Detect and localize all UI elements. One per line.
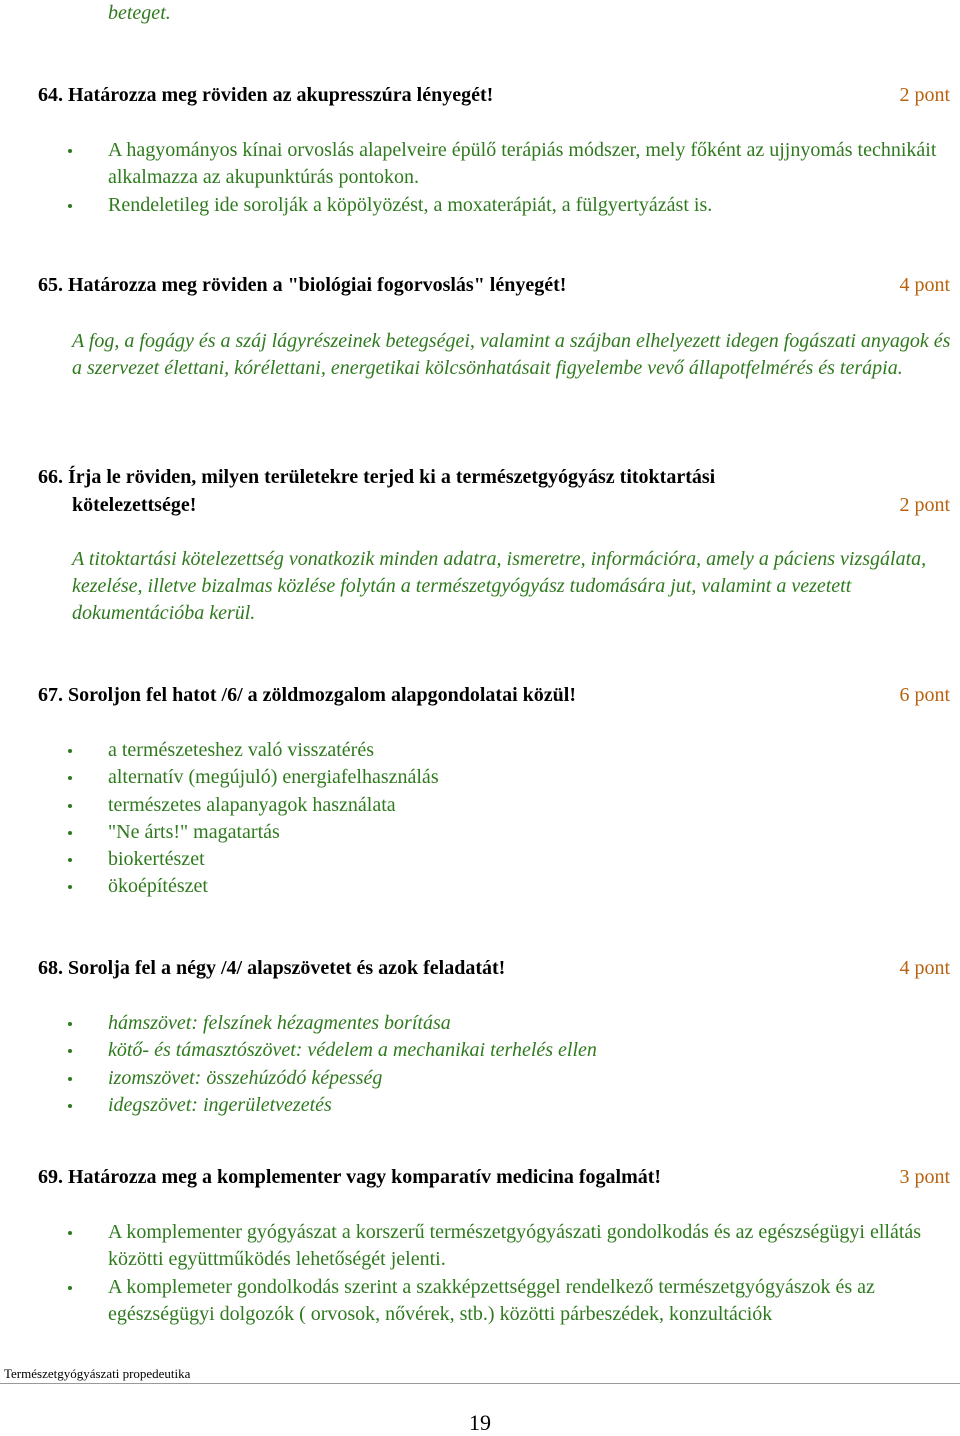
question-66-points: 2 pont (899, 494, 950, 516)
list-item (68, 819, 948, 846)
question-69-points: 3 pont (899, 1166, 950, 1188)
list-item (68, 1219, 948, 1274)
question-number: 69. (38, 1166, 63, 1188)
list-item (68, 737, 948, 764)
top-fragment: beteget. (108, 2, 171, 24)
question-68-answer-list (68, 1010, 948, 1119)
bullet-icon (68, 776, 72, 780)
question-text: Sorolja fel a négy /4/ alapszövetet és azok feladatát! (68, 957, 506, 979)
footer-divider (0, 1383, 960, 1384)
list-item (68, 1037, 948, 1064)
list-item-text: a természeteshez való visszatérés (108, 739, 374, 761)
question-66-title-line2: kötelezettsége! (72, 494, 197, 516)
bullet-icon (68, 1286, 72, 1290)
question-number: 65. (38, 274, 63, 296)
list-item-text: alternatív (megújuló) energiafelhasználás (108, 766, 439, 789)
question-text: Soroljon fel hatot /6/ a zöldmozgalom alapgondolatai közül! (68, 684, 576, 706)
question-66-answer: A titoktartási kötelezettség vonatkozik minden adatra, ismeretre, információra, amely a páciens vizsgálata, kezelése, illetve bizalmas közlése folytán a természetgyógyász tudomására jut, valamint a vezetett dokumentációba kerül. (72, 548, 927, 624)
list-item-text: természetes alapanyagok használata (108, 793, 396, 816)
bullet-icon (68, 858, 72, 862)
list-item-text: izomszövet: összehúzódó képesség (108, 1066, 383, 1089)
question-68-points: 4 pont (899, 957, 950, 979)
bullet-icon (68, 1022, 72, 1026)
list-item (68, 792, 948, 819)
list-item-text: A hagyományos kínai orvoslás alapelveire épülő terápiás módszer, mely főként az ujjnyomás technikáit alkalmazza az akupunktúrás pontokon. (108, 139, 937, 189)
list-item-text: "Ne árts!" magatartás (108, 820, 280, 843)
question-69-title (38, 1166, 661, 1189)
question-number: 64. (38, 84, 63, 106)
list-item (68, 1010, 948, 1037)
question-65-answer: A fog, a fogágy és a száj lágyrészeinek betegségei, valamint a szájban elhelyezett idegen fogászati anyagok és a szervezet élettani, kórélettani, energetikai kölcsönhatásait figyelembe vevő állapotfelmérés és terápia. (72, 330, 951, 379)
list-item-text: ökoépítészet (108, 875, 208, 898)
list-item (68, 1274, 948, 1329)
question-64-points: 2 pont (899, 84, 950, 106)
list-item-text: A komplemeter gondolkodás szerint a szakképzettséggel rendelkező természetgyógyászok és az egészségügyi dolgozók ( orvosok, nővérek, stb.) közötti párbeszédek, konzultációk (108, 1275, 875, 1325)
question-69-answer-list (68, 1219, 948, 1328)
page-number: 19 (469, 1410, 491, 1435)
list-item (68, 137, 948, 192)
question-number: 66. (38, 466, 63, 488)
question-67-points: 6 pont (899, 684, 950, 706)
list-item (68, 873, 948, 900)
question-number: 67. (38, 684, 63, 706)
bullet-icon (68, 831, 72, 835)
question-67-answer-list (68, 737, 948, 901)
question-65-title (38, 274, 566, 297)
question-text: Határozza meg röviden a "biológiai fogorvoslás" lényegét! (68, 274, 567, 296)
footer-title: Természetgyógyászati propedeutika (4, 1366, 191, 1381)
bullet-icon (68, 149, 72, 153)
list-item-text: kötő- és támasztószövet: védelem a mechanikai terhelés ellen (108, 1039, 597, 1062)
question-65-points: 4 pont (899, 274, 950, 296)
question-66-title-line1 (38, 466, 715, 489)
question-67-title (38, 684, 576, 707)
list-item (68, 1065, 948, 1092)
question-text: Határozza meg röviden az akupresszúra lényegét! (68, 84, 494, 106)
list-item-text: idegszövet: ingerületvezetés (108, 1093, 332, 1116)
list-item-text: biokertészet (108, 848, 205, 871)
bullet-icon (68, 749, 72, 753)
bullet-icon (68, 1049, 72, 1053)
question-text: Írja le röviden, milyen területekre terjed ki a természetgyógyász titoktartási (68, 466, 716, 488)
bullet-icon (68, 885, 72, 889)
bullet-icon (68, 1104, 72, 1108)
list-item (68, 1092, 948, 1119)
list-item-text: Rendeletileg ide sorolják a köpölyözést, a moxaterápiát, a fülgyertyázást is. (108, 193, 713, 216)
bullet-icon (68, 1077, 72, 1081)
list-item (68, 764, 948, 791)
question-68-title (38, 957, 505, 980)
question-64-title (38, 84, 493, 107)
question-number: 68. (38, 957, 63, 979)
list-item-text: A komplementer gyógyászat a korszerű természetgyógyászati gondolkodás és az egészségügyi ellátás közötti együttműködés lehetőségét jelenti. (108, 1221, 922, 1271)
bullet-icon (68, 804, 72, 808)
question-64-answer-list (68, 137, 948, 219)
bullet-icon (68, 1231, 72, 1235)
question-text: Határozza meg a komplementer vagy komparatív medicina fogalmát! (68, 1166, 662, 1188)
list-item (68, 846, 948, 873)
bullet-icon (68, 204, 72, 208)
list-item (68, 192, 948, 219)
list-item-text: hámszövet: felszínek hézagmentes borítása (108, 1012, 451, 1034)
